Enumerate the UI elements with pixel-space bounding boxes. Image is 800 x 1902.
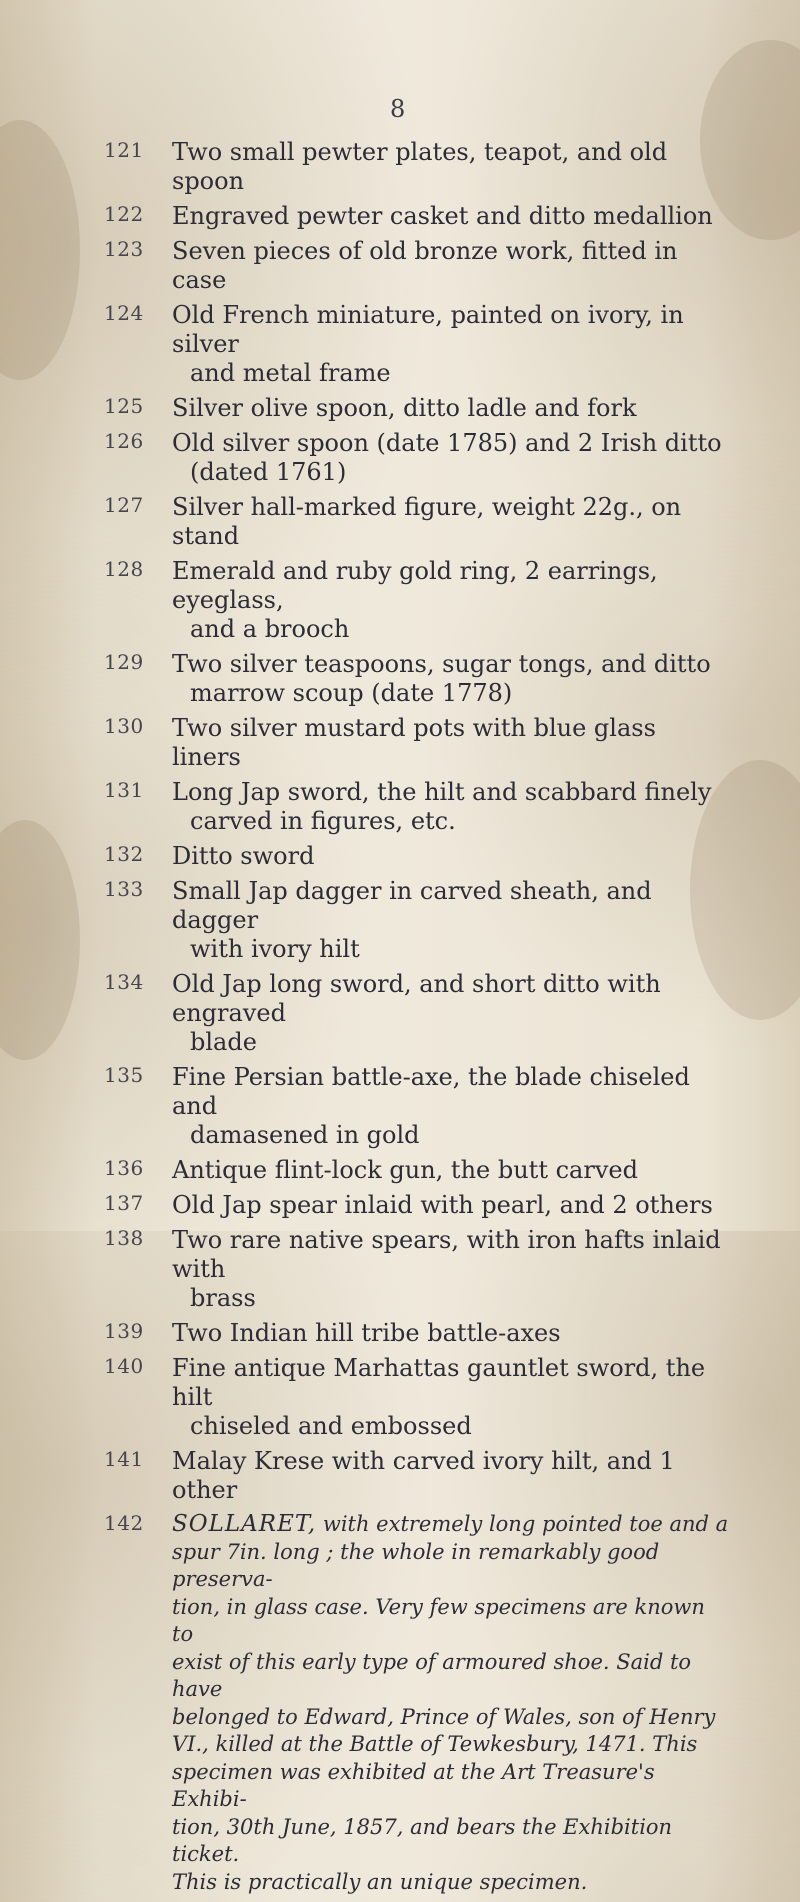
lot-number: 136 (104, 1156, 144, 1180)
lot-description-continuation: and metal frame (190, 359, 391, 387)
lot-description-continuation: blade (190, 1028, 257, 1056)
lot-item (0, 1226, 800, 1313)
lot-description-line: belonged to Edward, Prince of Wales, son of Henry (172, 1704, 716, 1729)
lot-description-line: Old Jap spear inlaid with pearl, and 2 others (172, 1191, 713, 1219)
lot-item (0, 1319, 800, 1348)
lot-description-line: tion, 30th June, 1857, and bears the Exhibition ticket. (172, 1814, 673, 1866)
lot-description-line: VI., killed at the Battle of Tewkesbury, 1471. This (172, 1732, 698, 1756)
lot-description (172, 1063, 732, 1150)
lot-description-continuation: with ivory hilt (190, 935, 360, 963)
lot-number: 142 (104, 1511, 144, 1535)
lot-description-line: Old French miniature, painted on ivory, in silver (172, 301, 684, 358)
lot-item-sollaret (0, 1511, 800, 1896)
lot-number: 134 (104, 970, 144, 994)
lot-description (172, 301, 732, 388)
lot-item (0, 394, 800, 423)
lot-number: 128 (104, 557, 144, 581)
lot-description (172, 1447, 732, 1505)
lot-item (0, 877, 800, 964)
lot-number: 139 (104, 1319, 144, 1343)
lot-description (172, 557, 732, 644)
lot-description-line: Two silver mustard pots with blue glass liners (172, 714, 656, 771)
lot-description-line: Old Jap long sword, and short ditto with engraved (172, 970, 661, 1027)
lot-description (172, 842, 732, 871)
lot-description (172, 493, 732, 551)
lot-number: 137 (104, 1191, 144, 1215)
lot-item (0, 714, 800, 772)
lot-number: 125 (104, 394, 144, 418)
lot-item (0, 1063, 800, 1150)
lot-item (0, 650, 800, 708)
lot-item (0, 1447, 800, 1505)
lot-number: 127 (104, 493, 144, 517)
lot-description-continuation: brass (190, 1284, 256, 1312)
lot-list (0, 138, 800, 1902)
lot-description-line: Seven pieces of old bronze work, fitted in case (172, 237, 678, 294)
lot-description (172, 1511, 732, 1896)
lot-description-line: Malay Krese with carved ivory hilt, and 1 other (172, 1447, 675, 1504)
lot-description (172, 429, 732, 487)
lot-description-continuation: carved in figures, etc. (190, 807, 456, 835)
lot-description-line: Two rare native spears, with iron hafts inlaid with (172, 1226, 721, 1283)
lot-item (0, 301, 800, 388)
lot-description-line: Fine antique Marhattas gauntlet sword, the hilt (172, 1354, 706, 1411)
lot-description-line: Ditto sword (172, 842, 315, 870)
lot-number: 141 (104, 1447, 144, 1471)
lot-description-continuation: and a brooch (190, 615, 350, 643)
lot-item (0, 429, 800, 487)
lot-number: 123 (104, 237, 144, 261)
lot-description-line: with extremely long pointed toe and a (322, 1512, 729, 1536)
lot-item (0, 1191, 800, 1220)
lot-description (172, 778, 732, 836)
lot-description (172, 970, 732, 1057)
lot-description-continuation: (dated 1761) (190, 458, 347, 486)
lot-description-line: Small Jap dagger in carved sheath, and dagger (172, 877, 652, 934)
lot-description (172, 714, 732, 772)
lot-description (172, 1156, 732, 1185)
lot-description (172, 202, 732, 231)
lot-description (172, 877, 732, 964)
page-number: 8 (390, 95, 406, 123)
lot-description (172, 138, 732, 196)
lot-description (172, 1319, 732, 1348)
lot-description-line: Emerald and ruby gold ring, 2 earrings, eyeglass, (172, 557, 658, 614)
lot-description-line: tion, in glass case. Very few specimens are known to (172, 1594, 705, 1646)
lot-description (172, 1226, 732, 1313)
lot-number: 130 (104, 714, 144, 738)
lot-description-line: Two small pewter plates, teapot, and old spoon (172, 138, 668, 195)
lot-description-line: Antique flint-lock gun, the butt carved (172, 1156, 638, 1184)
lot-item (0, 557, 800, 644)
lot-title: SOLLARET, (172, 1511, 317, 1537)
lot-number: 122 (104, 202, 144, 226)
lot-description (172, 650, 732, 708)
lot-item (0, 970, 800, 1057)
lot-number: 121 (104, 138, 144, 162)
lot-number: 124 (104, 301, 144, 325)
lot-number: 126 (104, 429, 144, 453)
lot-item (0, 1354, 800, 1441)
lot-description (172, 1191, 732, 1220)
lot-description-line: Fine Persian battle-axe, the blade chiseled and (172, 1063, 690, 1120)
lot-description-line: exist of this early type of armoured shoe. Said to have (172, 1649, 692, 1701)
lot-description (172, 394, 732, 423)
lot-description-continuation: damasened in gold (190, 1121, 420, 1149)
lot-item (0, 778, 800, 836)
lot-description-line: Two Indian hill tribe battle-axes (172, 1319, 561, 1347)
lot-number: 133 (104, 877, 144, 901)
lot-description-line: Silver hall-marked figure, weight 22g., on stand (172, 493, 682, 550)
lot-description (172, 237, 732, 295)
lot-number: 135 (104, 1063, 144, 1087)
lot-number: 131 (104, 778, 144, 802)
lot-description-line: specimen was exhibited at the Art Treasure's Exhibi- (172, 1759, 655, 1811)
lot-description-line: Two silver teaspoons, sugar tongs, and ditto (172, 650, 711, 678)
lot-description (172, 1354, 732, 1441)
lot-item (0, 138, 800, 196)
lot-number: 138 (104, 1226, 144, 1250)
lot-number: 132 (104, 842, 144, 866)
lot-description-line: This is practically an unique specimen. (172, 1869, 588, 1894)
lot-item (0, 202, 800, 231)
lot-item (0, 842, 800, 871)
lot-description-continuation: chiseled and embossed (190, 1412, 472, 1440)
lot-description-continuation: marrow scoup (date 1778) (190, 679, 513, 707)
lot-number: 129 (104, 650, 144, 674)
lot-number: 140 (104, 1354, 144, 1378)
lot-item (0, 493, 800, 551)
lot-item (0, 1156, 800, 1185)
lot-description-line: Long Jap sword, the hilt and scabbard finely (172, 778, 712, 806)
lot-item (0, 237, 800, 295)
lot-description-line: Engraved pewter casket and ditto medallion (172, 202, 713, 230)
lot-description-line: Old silver spoon (date 1785) and 2 Irish ditto (172, 429, 722, 457)
lot-description-line: spur 7in. long ; the whole in remarkably good preserva- (172, 1539, 660, 1591)
lot-description-line: Silver olive spoon, ditto ladle and fork (172, 394, 637, 422)
